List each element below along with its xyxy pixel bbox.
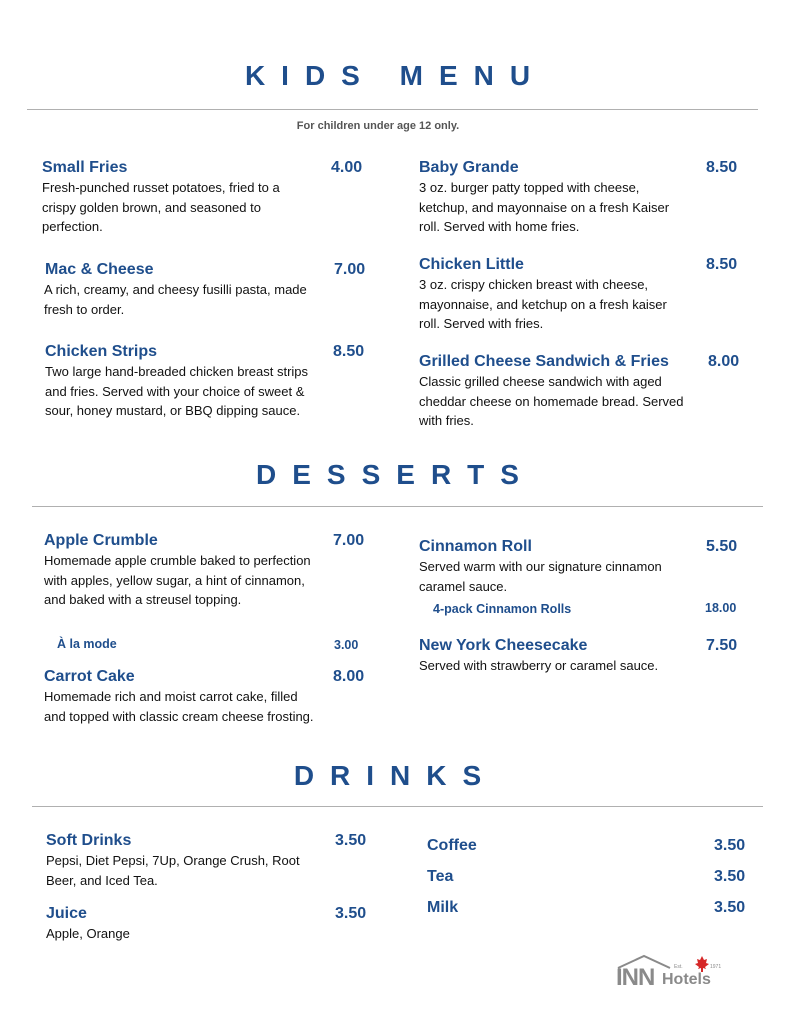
menu-item-name: Carrot Cake [44, 668, 135, 685]
menu-item-price: 3.50 [714, 899, 746, 916]
drinks-title: DRINKS [293, 760, 498, 791]
kids-age-note: For children under age 12 only. [296, 120, 460, 132]
drinks-divider [32, 806, 763, 807]
menu-item-description: Homemade apple crumble baked to perfection with apples, yellow sugar, a hint of cinnamon, and baked with a streusel topping. [44, 553, 311, 607]
menu-item-price: 7.00 [334, 261, 366, 278]
menu-item-description: 3 oz. burger patty topped with cheese, ketchup, and mayonnaise on a fresh Kaiser roll. Served with home fries. [419, 180, 670, 234]
menu-item-description: 3 oz. crispy chicken breast with cheese, mayonnaise, and ketchup on a fresh kaiser roll. Served with fries. [419, 277, 667, 331]
menu-item-description: Two large hand-breaded chicken breast strips and fries. Served with your choice of sweet & sour, honey mustard, or BBQ dipping sauce. [45, 364, 309, 418]
menu-item-description: Pepsi, Diet Pepsi, 7Up, Orange Crush, Root Beer, and Iced Tea. [46, 853, 300, 888]
menu-item-name: Tea [427, 868, 454, 885]
menu-item-name: Coffee [427, 837, 477, 854]
menu-item-price: 3.50 [714, 868, 746, 885]
logo-inn-text: INN [616, 964, 655, 991]
desserts-title: DESSERTS [256, 459, 535, 490]
menu-item-price: 7.00 [333, 532, 365, 549]
menu-item-price: 4.00 [331, 159, 363, 176]
kids-menu-divider [27, 109, 758, 110]
menu-item-name: Chicken Little [419, 256, 524, 273]
menu-item-option-price: 3.00 [334, 638, 359, 652]
menu-item-price: 7.50 [706, 637, 738, 654]
menu-item-name: New York Cheesecake [419, 637, 588, 654]
menu-item-option: 4-pack Cinnamon Rolls [433, 602, 572, 616]
menu-item-option: À la mode [57, 637, 117, 651]
menu-item-name: Cinnamon Roll [419, 538, 532, 555]
menu-item-price: 3.50 [335, 905, 367, 922]
menu-item-price: 5.50 [706, 538, 738, 555]
menu-item-name: Mac & Cheese [45, 261, 154, 278]
logo-year-text: 1971 [710, 964, 722, 970]
menu-item-price: 3.50 [335, 832, 367, 849]
menu-item-name: Baby Grande [419, 159, 519, 176]
menu-item-description: Served with strawberry or caramel sauce. [419, 658, 659, 673]
kids-menu-title: KIDS MENU [244, 60, 547, 91]
menu-item-price: 8.00 [333, 668, 365, 685]
menu-item-price: 8.50 [333, 343, 365, 360]
menu-item-description: Fresh-punched russet potatoes, fried to a crispy golden brown, and seasoned to perfection. [42, 180, 280, 234]
desserts-divider [32, 506, 763, 507]
menu-item-description: Apple, Orange [46, 926, 130, 941]
menu-item-name: Juice [46, 905, 87, 922]
menu-item-description: A rich, creamy, and cheesy fusilli pasta, made fresh to order. [44, 282, 307, 317]
menu-item-price: 8.00 [708, 353, 740, 370]
menu-item-name: Small Fries [42, 159, 128, 176]
menu-item-name: Chicken Strips [45, 343, 158, 360]
menu-item-description: Served warm with our signature cinnamon caramel sauce. [419, 559, 662, 594]
menu-item-name: Apple Crumble [44, 532, 158, 549]
maple-leaf-icon [695, 956, 709, 972]
inn-hotels-logo [614, 954, 734, 994]
menu-item-option-price: 18.00 [705, 601, 737, 615]
menu-item-name: Milk [427, 899, 459, 916]
menu-item-description: Homemade rich and moist carrot cake, filled and topped with classic cream cheese frosting. [44, 689, 314, 724]
menu-item-description: Classic grilled cheese sandwich with aged cheddar cheese on homemade bread. Served with fries. [419, 374, 684, 428]
menu-item-price: 3.50 [714, 837, 746, 854]
menu-item-name: Grilled Cheese Sandwich & Fries [419, 353, 669, 370]
logo-hotels-text: Hotels [662, 971, 711, 988]
menu-item-price: 8.50 [706, 256, 738, 273]
logo-est-text: Est. [674, 964, 683, 970]
menu-item-name: Soft Drinks [46, 832, 132, 849]
menu-item-price: 8.50 [706, 159, 738, 176]
